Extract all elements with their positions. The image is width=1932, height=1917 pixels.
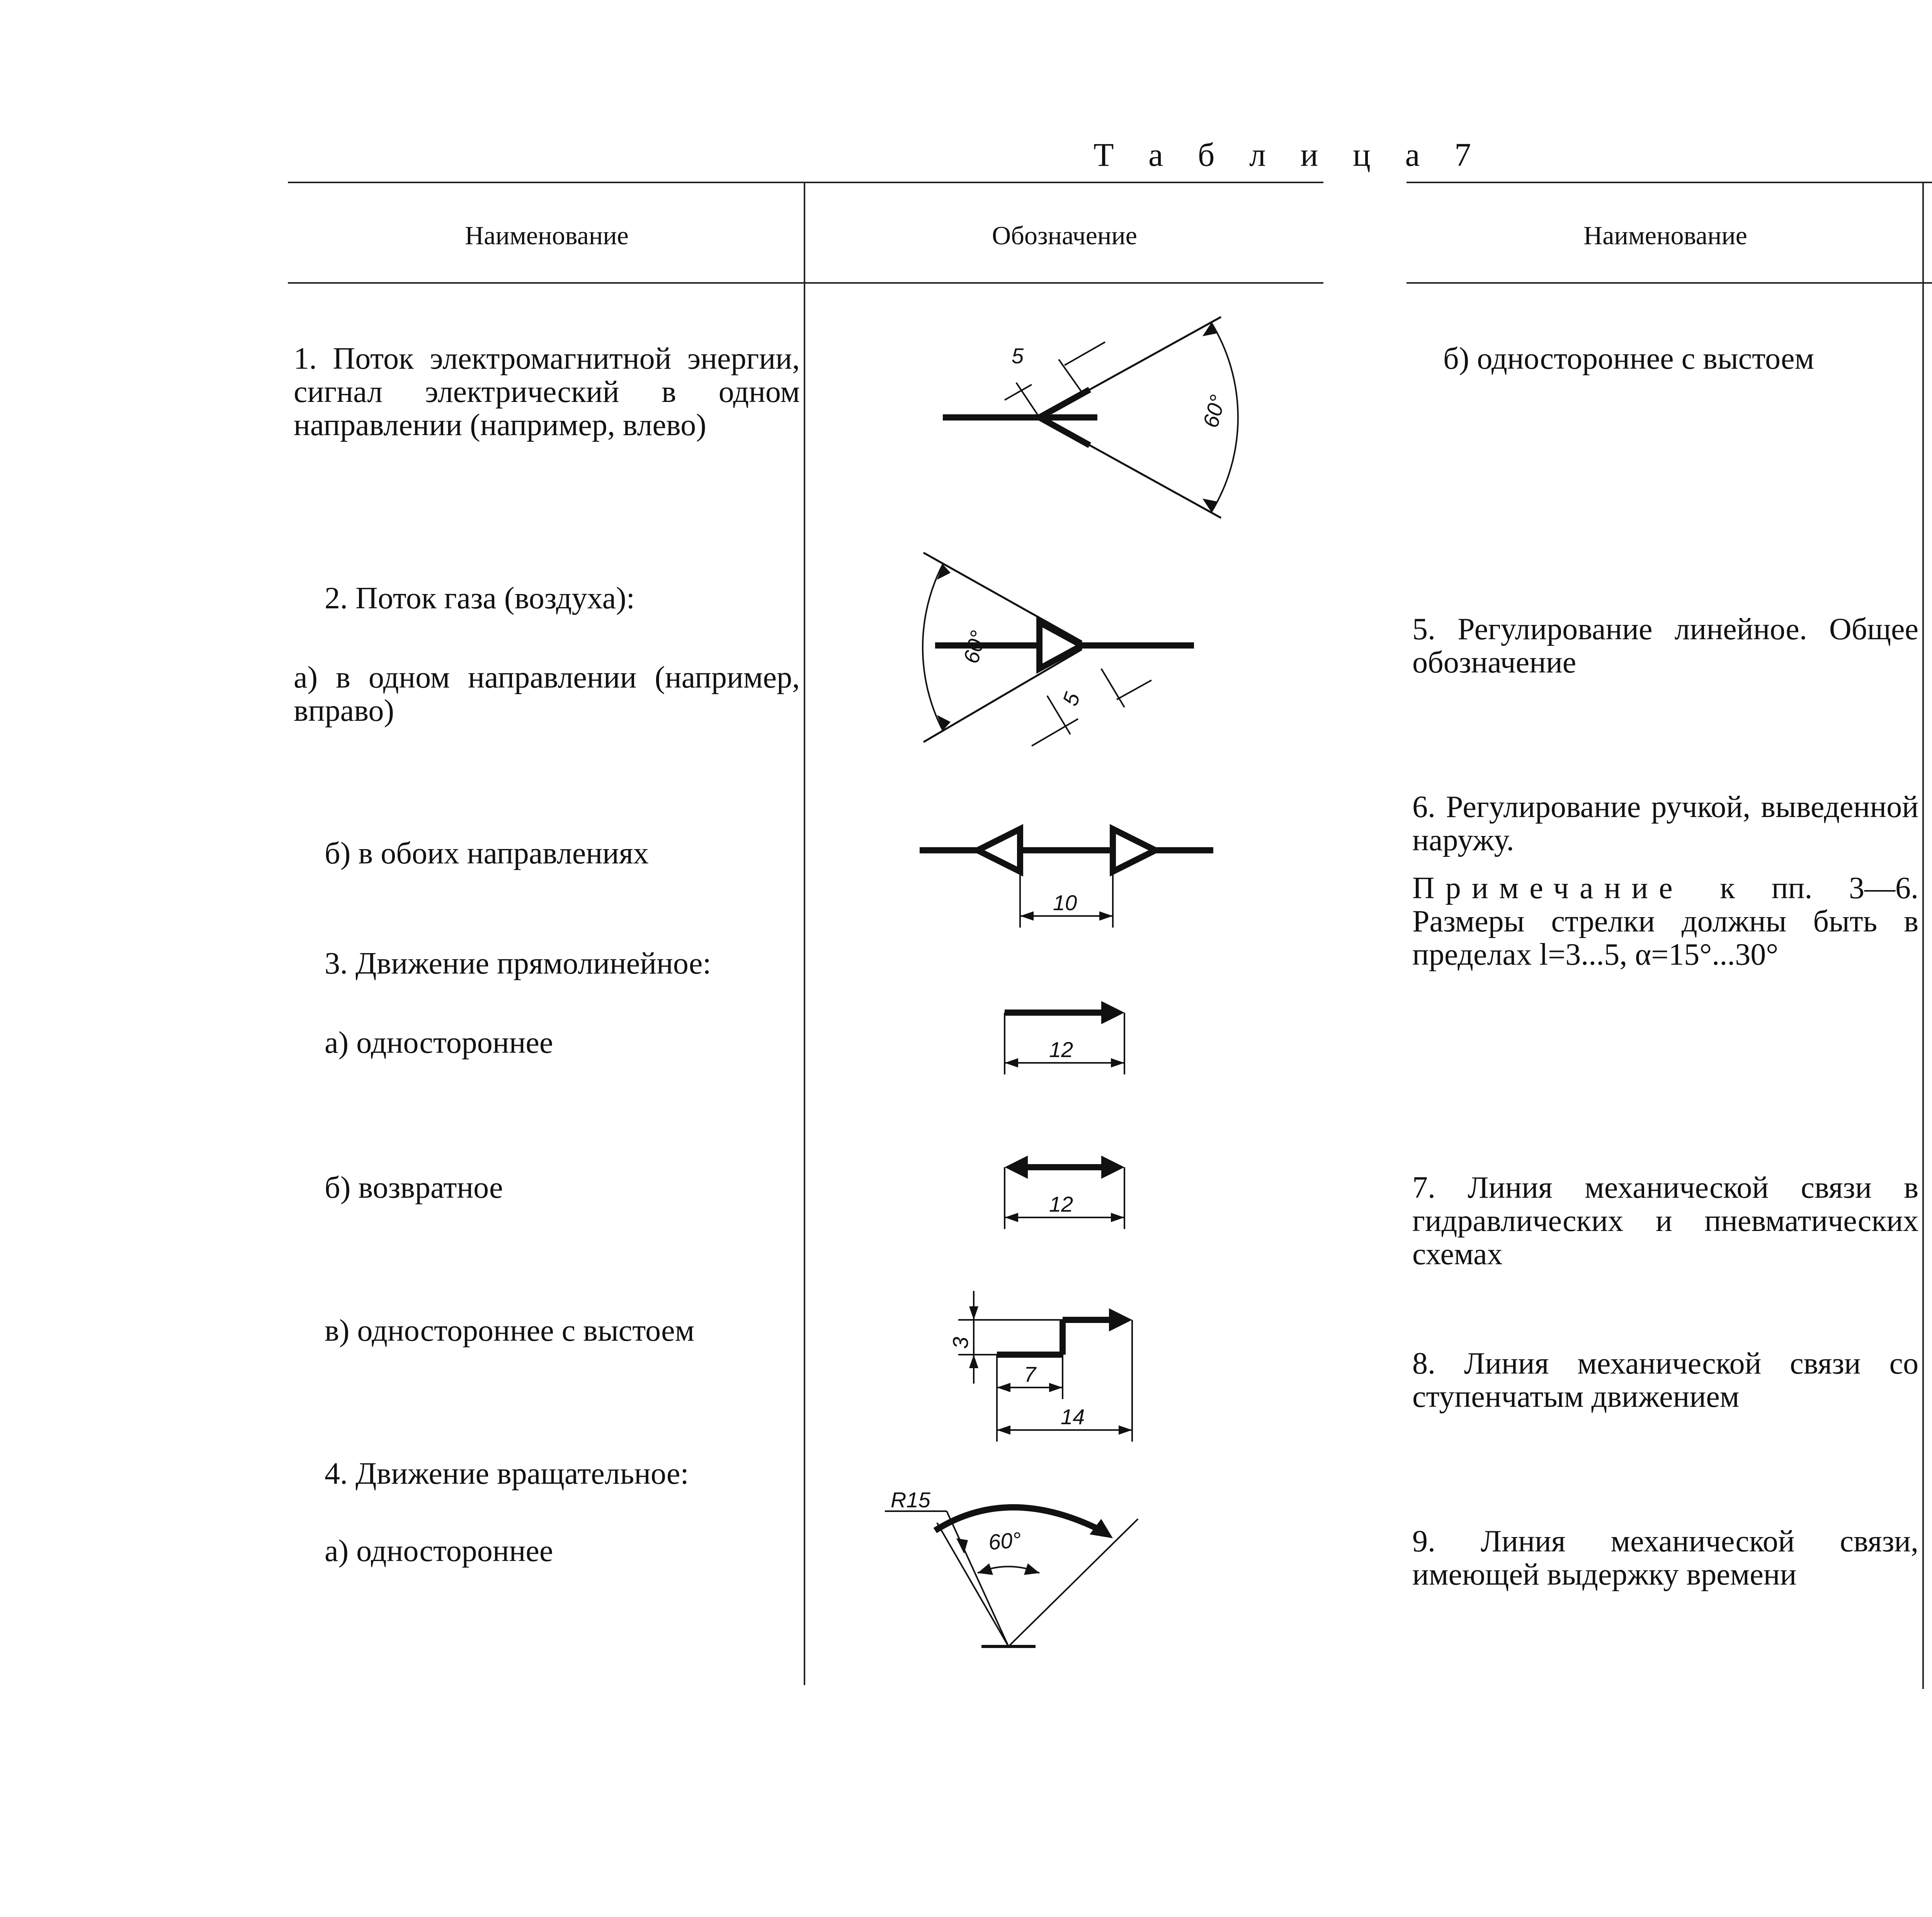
d4a-angle-label — [988, 1527, 1022, 1554]
left-table-title: Т а б л и ц а 7 — [1094, 136, 1485, 173]
right-table-header-rule — [1406, 282, 1932, 284]
left-row-3: 3. Движение прямолинейное: — [325, 947, 711, 981]
symbol-linear-with-dwell — [948, 1287, 1151, 1453]
right-row-6: 6. Регулирование ручкой, выведенной наружу. — [1412, 790, 1918, 857]
left-row-3a: а) одностороннее — [325, 1026, 553, 1060]
right-row-5: 5. Регулирование линейное. Общее обозначение — [1412, 612, 1918, 679]
svg-text:10: 10 — [1053, 890, 1077, 915]
svg-text:7: 7 — [1024, 1362, 1036, 1386]
right-table-column-divider — [1922, 182, 1924, 1689]
svg-text:60°: 60° — [987, 1527, 1022, 1554]
symbol-gas-flow-both-ways — [920, 819, 1229, 935]
left-row-3c: в) одностороннее с выстоем — [325, 1314, 695, 1348]
left-row-1: 1. Поток электромагнитной энергии, сигнал электрический в одном направлении (например, влево) — [294, 342, 800, 442]
left-row-3b: б) возвратное — [325, 1171, 503, 1205]
left-row-2: 2. Поток газа (воздуха): — [325, 581, 635, 615]
right-row-9: 9. Линия механической связи, имеющей выдержку времени — [1412, 1524, 1918, 1592]
left-table-top-rule — [288, 182, 1323, 183]
right-row-7: 7. Линия механической связи в гидравлических и пневматических схемах — [1412, 1171, 1918, 1271]
left-col-name-header: Наименование — [465, 221, 629, 250]
right-table-top-rule — [1406, 182, 1932, 183]
right-row-4b: б) одностороннее с выстоем — [1443, 342, 1815, 376]
left-col-symbol-header: Обозначение — [992, 221, 1137, 250]
d2b-len-label — [1053, 890, 1077, 915]
left-row-4: 4. Движение вращательное: — [325, 1457, 689, 1491]
svg-text:60°: 60° — [958, 628, 991, 666]
right-col-name-header: Наименование — [1583, 221, 1747, 250]
symbol-linear-one-way — [997, 997, 1136, 1090]
symbol-gas-flow-one-way — [900, 549, 1248, 765]
d3c-h-label — [948, 1337, 973, 1349]
svg-text:12: 12 — [1049, 1037, 1073, 1062]
note-text: к пп. 3—6. Размеры стрелки должны быть в пределах l=3...5, α=15°...30° — [1412, 871, 1919, 972]
note-heading: Примечание — [1412, 871, 1684, 905]
left-table-header-rule — [288, 282, 1323, 284]
d1-angle-label — [1198, 392, 1230, 430]
right-row-8: 8. Линия механической связи со ступенчатым движением — [1412, 1347, 1918, 1414]
symbol-electromagnetic-flow — [927, 301, 1275, 549]
left-row-4a: а) одностороннее — [325, 1534, 553, 1568]
svg-text:14: 14 — [1061, 1405, 1085, 1429]
d3c-b-label — [1061, 1405, 1085, 1429]
d2-angle-label — [959, 628, 991, 666]
d3c-a-label — [1024, 1362, 1037, 1386]
svg-text:3: 3 — [948, 1336, 973, 1349]
symbol-linear-reciprocating — [997, 1152, 1136, 1245]
d2-len-label — [1058, 689, 1085, 709]
d1-len-label — [1012, 344, 1024, 368]
left-row-2b: б) в обоих направлениях — [325, 836, 649, 870]
svg-text:R15: R15 — [891, 1488, 930, 1512]
d3a-len-label — [1049, 1037, 1073, 1062]
svg-text:5: 5 — [1058, 689, 1085, 709]
svg-text:12: 12 — [1049, 1192, 1073, 1216]
right-note — [1412, 872, 1918, 971]
svg-text:5: 5 — [1012, 344, 1024, 368]
svg-text:60°: 60° — [1198, 392, 1230, 431]
d3b-len-label — [1049, 1192, 1073, 1216]
right-col-symbol-header — [1924, 220, 1932, 251]
left-table-column-divider — [804, 182, 805, 1685]
d4a-r-label — [891, 1488, 931, 1512]
symbol-rotational-one-way — [885, 1488, 1171, 1666]
left-row-2a: а) в одном направлении (например, вправо) — [294, 661, 800, 728]
